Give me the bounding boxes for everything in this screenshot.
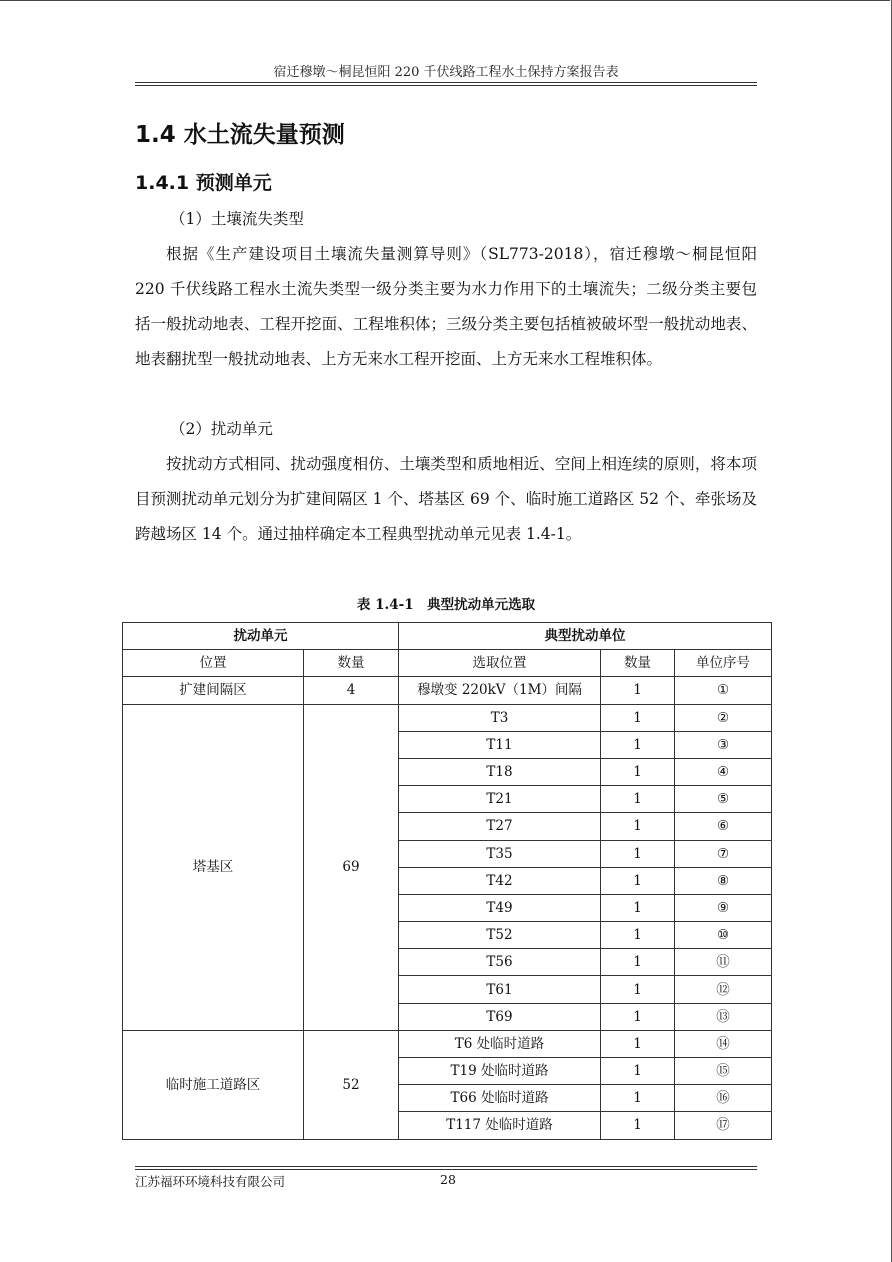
seq-cell: ①: [675, 677, 772, 704]
qty-cell: 1: [601, 1030, 675, 1057]
site-cell: T42: [399, 867, 601, 894]
table-body: [123, 677, 772, 1139]
seq-cell: ⑫: [675, 976, 772, 1003]
footer-company: 江苏福环环境科技有限公司: [135, 1174, 286, 1189]
qty-cell: 1: [601, 786, 675, 813]
qty-cell: 1: [601, 1058, 675, 1085]
seq-cell: ⑨: [675, 894, 772, 921]
seq-cell: ②: [675, 704, 772, 731]
qty-cell: 1: [601, 867, 675, 894]
item2-label: （2）扰动单元: [170, 420, 273, 438]
seq-cell: ⑪: [675, 949, 772, 976]
table-row: [123, 677, 772, 704]
site-cell: T18: [399, 758, 601, 785]
disturbance-unit-table: [122, 622, 772, 1140]
site-cell: T117 处临时道路: [399, 1112, 601, 1139]
seq-cell: ③: [675, 731, 772, 758]
qty-cell: 1: [601, 894, 675, 921]
count-cell: 4: [304, 677, 399, 704]
column-header: 数量: [601, 650, 675, 677]
column-header: 单位序号: [675, 650, 772, 677]
item2-paragraph: 按扰动方式相同、扰动强度相仿、土壤类型和质地相近、空间上相连续的原则，将本项目预测扰动单元划分为扩建间隔区 1 个、塔基区 69 个、临时施工道路区 52 个、牵张场及跨越场区 14 个。通过抽样确定本工程典型扰动单元见表 1.4-1。: [135, 455, 757, 543]
column-header: 位置: [123, 650, 304, 677]
qty-cell: 1: [601, 840, 675, 867]
site-cell: T35: [399, 840, 601, 867]
seq-cell: ⑥: [675, 813, 772, 840]
qty-cell: 1: [601, 758, 675, 785]
site-cell: T19 处临时道路: [399, 1058, 601, 1085]
table-caption: 表 1.4-1 典型扰动单元选取: [356, 597, 536, 613]
qty-cell: 1: [601, 976, 675, 1003]
site-cell: T21: [399, 786, 601, 813]
site-cell: T6 处临时道路: [399, 1030, 601, 1057]
group-header-disturbance-unit: 扰动单元: [123, 623, 399, 650]
qty-cell: 1: [601, 949, 675, 976]
column-header: 数量: [304, 650, 399, 677]
seq-cell: ④: [675, 758, 772, 785]
header-rule: [135, 85, 757, 86]
seq-cell: ⑩: [675, 922, 772, 949]
page-header-title: 宿迁穆墩～桐昆恒阳 220 千伏线路工程水土保持方案报告表: [273, 65, 619, 80]
qty-cell: 1: [601, 922, 675, 949]
location-cell: 塔基区: [123, 704, 304, 1030]
qty-cell: 1: [601, 1085, 675, 1112]
site-cell: T56: [399, 949, 601, 976]
seq-cell: ⑯: [675, 1085, 772, 1112]
column-header: 选取位置: [399, 650, 601, 677]
subsection-heading: 1.4.1 预测单元: [135, 172, 272, 194]
seq-cell: ⑤: [675, 786, 772, 813]
group-header-typical-unit: 典型扰动单位: [399, 623, 772, 650]
site-cell: T69: [399, 1003, 601, 1030]
page-number: 28: [440, 1172, 456, 1187]
qty-cell: 1: [601, 1003, 675, 1030]
page-top-border: [0, 0, 890, 2]
location-cell: 临时施工道路区: [123, 1030, 304, 1139]
seq-cell: ⑦: [675, 840, 772, 867]
site-cell: T61: [399, 976, 601, 1003]
seq-cell: ⑬: [675, 1003, 772, 1030]
item1-paragraph: 根据《生产建设项目土壤流失量测算导则》（SL773-2018），宿迁穆墩～桐昆恒阳 220 千伏线路工程水土流失类型一级分类主要为水力作用下的土壤流失；二级分类主要包括一般扰动地表、工程开挖面、工程堆积体；三级分类主要包括植被破坏型一般扰动地表、地表翻扰型一般扰动地表、上方无来水工程开挖面、上方无来水工程堆积体。: [135, 245, 757, 368]
site-cell: T52: [399, 922, 601, 949]
count-cell: 69: [304, 704, 399, 1030]
qty-cell: 1: [601, 731, 675, 758]
table-row: [123, 1030, 772, 1057]
header-rule: [135, 82, 757, 83]
site-cell: T49: [399, 894, 601, 921]
count-cell: 52: [304, 1030, 399, 1139]
footer-rule: [135, 1166, 757, 1167]
section-heading: 1.4 水土流失量预测: [135, 122, 345, 148]
seq-cell: ⑰: [675, 1112, 772, 1139]
location-cell: 扩建间隔区: [123, 677, 304, 704]
footer-rule: [135, 1169, 757, 1170]
seq-cell: ⑭: [675, 1030, 772, 1057]
site-cell: T27: [399, 813, 601, 840]
qty-cell: 1: [601, 704, 675, 731]
item1-label: （1）土壤流失类型: [170, 210, 304, 228]
qty-cell: 1: [601, 813, 675, 840]
qty-cell: 1: [601, 677, 675, 704]
qty-cell: 1: [601, 1112, 675, 1139]
table-row: [123, 704, 772, 731]
site-cell: T3: [399, 704, 601, 731]
seq-cell: ⑧: [675, 867, 772, 894]
seq-cell: ⑮: [675, 1058, 772, 1085]
site-cell: 穆墩变 220kV（1M）间隔: [399, 677, 601, 704]
site-cell: T66 处临时道路: [399, 1085, 601, 1112]
site-cell: T11: [399, 731, 601, 758]
